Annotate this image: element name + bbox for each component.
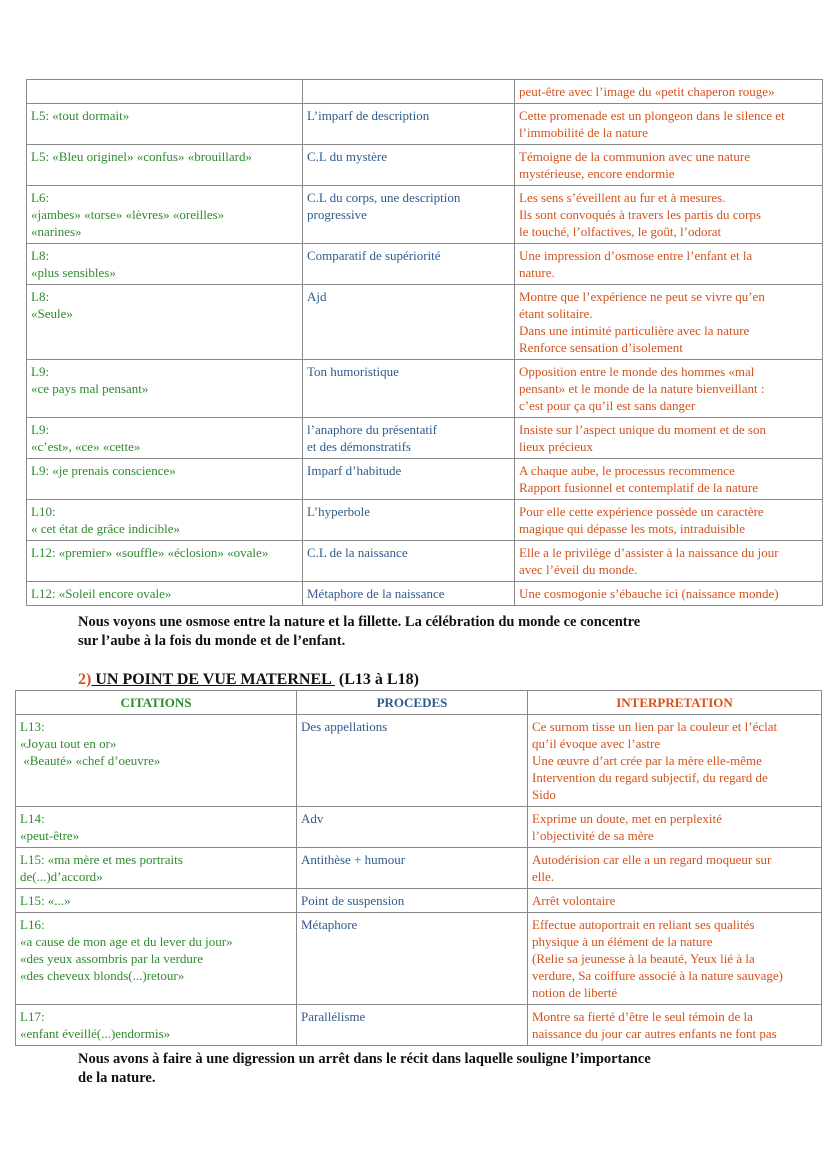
procede-line: Ajd <box>307 289 327 304</box>
analysis-table-1 <box>26 79 823 606</box>
citation-line: L9: <box>31 422 50 437</box>
interpretation-line: c’est pour ça qu’il est sans danger <box>519 398 696 413</box>
interpretation-line: qu’il évoque avec l’astre <box>532 736 661 751</box>
interpretation-cell <box>515 186 823 244</box>
citation-line: L9: <box>31 364 50 379</box>
header-citations: CITATIONS <box>16 691 297 715</box>
citation-line: L15: «...» <box>20 893 71 908</box>
interpretation-cell <box>515 104 823 145</box>
citation-cell <box>16 913 297 1005</box>
interpretation-line: nature. <box>519 265 555 280</box>
procede-cell <box>297 848 528 889</box>
citation-cell <box>27 145 303 186</box>
citation-line: «Joyau tout en or» <box>20 736 117 751</box>
interpretation-cell <box>515 360 823 418</box>
procede-line: Imparf d’habitude <box>307 463 402 478</box>
citation-cell <box>27 360 303 418</box>
interpretation-cell <box>515 582 823 606</box>
citation-cell <box>27 186 303 244</box>
interpretation-cell <box>528 889 822 913</box>
citation-line: «narines» <box>31 224 82 239</box>
interpretation-line: pensant» et le monde de la nature bienveillant : <box>519 381 765 396</box>
citation-line: L5: «tout dormait» <box>31 108 130 123</box>
procede-cell <box>297 1005 528 1046</box>
procede-cell <box>303 541 515 582</box>
section-2-heading <box>78 670 419 690</box>
interpretation-cell <box>515 500 823 541</box>
citation-cell <box>27 418 303 459</box>
paragraph-line: Nous avons à faire à une digression un arrêt dans le récit dans laquelle souligne l’importance <box>78 1051 651 1067</box>
procede-line: C.L du mystère <box>307 149 388 164</box>
procede-line: Adv <box>301 811 324 826</box>
citation-line: L10: <box>31 504 56 519</box>
citation-cell <box>16 848 297 889</box>
section-number: 2) <box>78 671 92 688</box>
interpretation-line: Rapport fusionnel et contemplatif de la nature <box>519 480 758 495</box>
citation-cell <box>27 500 303 541</box>
citation-cell <box>16 889 297 913</box>
interpretation-line: physique à un élément de la nature <box>532 934 713 949</box>
citation-line: L5: «Bleu originel» «confus» «brouillard» <box>31 149 252 164</box>
procede-cell <box>303 418 515 459</box>
table-row <box>27 541 823 582</box>
interpretation-line: Une cosmogonie s’ébauche ici (naissance monde) <box>519 586 779 601</box>
interpretation-cell <box>515 418 823 459</box>
procede-cell <box>303 459 515 500</box>
interpretation-line: naissance du jour car autres enfants ne font pas <box>532 1026 777 1041</box>
interpretation-line: Ce surnom tisse un lien par la couleur et l’éclat <box>532 719 778 734</box>
interpretation-line: Arrêt volontaire <box>532 893 616 908</box>
interpretation-line: Ils sont convoqués à travers les partis du corps <box>519 207 761 222</box>
table-row <box>16 889 822 913</box>
interpretation-line: l’objectivité de sa mère <box>532 828 654 843</box>
header-interpretation: INTERPRETATION <box>528 691 822 715</box>
citation-cell <box>27 104 303 145</box>
interpretation-line: Pour elle cette expérience possède un caractère <box>519 504 764 519</box>
interpretation-line: Intervention du regard subjectif, du regard de <box>532 770 768 785</box>
interpretation-line: Sido <box>532 787 556 802</box>
section-range: (L13 à L18) <box>334 671 419 688</box>
procede-cell <box>297 715 528 807</box>
table-row <box>27 500 823 541</box>
section-title: UN POINT DE VUE MATERNEL <box>91 671 335 688</box>
citation-cell <box>16 715 297 807</box>
paragraph-line: sur l’aube à la fois du monde et de l’enfant. <box>78 633 346 649</box>
citation-line: L9: «je prenais conscience» <box>31 463 176 478</box>
procede-cell <box>303 104 515 145</box>
analysis-table-2 <box>15 690 822 1046</box>
interpretation-line: Montre que l’expérience ne peut se vivre qu’en <box>519 289 765 304</box>
citation-line: L12: «premier» «souffle» «éclosion» «ovale» <box>31 545 269 560</box>
interpretation-cell <box>528 913 822 1005</box>
citation-line: «a cause de mon age et du lever du jour» <box>20 934 233 949</box>
citation-line: L13: <box>20 719 45 734</box>
citation-line: « cet état de grâce indicible» <box>31 521 181 536</box>
table-row <box>16 807 822 848</box>
table-row <box>27 186 823 244</box>
procede-line: C.L de la naissance <box>307 545 408 560</box>
interpretation-line: Cette promenade est un plongeon dans le silence et <box>519 108 785 123</box>
procede-line: L’hyperbole <box>307 504 371 519</box>
procede-line: Antithèse + humour <box>301 852 406 867</box>
interpretation-cell <box>515 285 823 360</box>
citation-cell <box>27 285 303 360</box>
interpretation-line: magique qui dépasse les mots, intraduisible <box>519 521 746 536</box>
citation-line: L15: «ma mère et mes portraits <box>20 852 183 867</box>
interpretation-line: étant solitaire. <box>519 306 593 321</box>
table-row <box>16 848 822 889</box>
interpretation-line: Insiste sur l’aspect unique du moment et de son <box>519 422 766 437</box>
interpretation-line: Montre sa fierté d’être le seul témoin de la <box>532 1009 753 1024</box>
table-row <box>27 244 823 285</box>
table-row <box>27 360 823 418</box>
table-row <box>16 1005 822 1046</box>
interpretation-cell <box>528 848 822 889</box>
interpretation-line: Les sens s’éveillent au fur et à mesures. <box>519 190 726 205</box>
interpretation-line: Opposition entre le monde des hommes «mal <box>519 364 755 379</box>
procede-line: Métaphore <box>301 917 358 932</box>
citation-line: L16: <box>20 917 45 932</box>
procede-line: progressive <box>307 207 367 222</box>
table-row <box>27 145 823 186</box>
citation-line: L17: <box>20 1009 45 1024</box>
interpretation-cell <box>515 244 823 285</box>
table-row <box>16 913 822 1005</box>
interpretation-line: mystérieuse, encore endormie <box>519 166 675 181</box>
citation-line: «enfant éveillé(...)endormis» <box>20 1026 171 1041</box>
procede-line: Point de suspension <box>301 893 405 908</box>
table-row <box>27 104 823 145</box>
interpretation-line: notion de liberté <box>532 985 618 1000</box>
citation-cell <box>27 244 303 285</box>
conclusion-paragraph-1 <box>78 613 798 651</box>
citation-line: «c’est», «ce» «cette» <box>31 439 141 454</box>
procede-cell <box>303 186 515 244</box>
interpretation-cell <box>515 541 823 582</box>
procede-line: Des appellations <box>301 719 388 734</box>
citation-line: L8: <box>31 248 50 263</box>
interpretation-line: A chaque aube, le processus recommence <box>519 463 735 478</box>
procede-line: Métaphore de la naissance <box>307 586 445 601</box>
procede-line: Ton humoristique <box>307 364 399 379</box>
header-procedes: PROCEDES <box>297 691 528 715</box>
procede-cell <box>303 80 515 104</box>
interpretation-line: lieux précieux <box>519 439 593 454</box>
citation-line: «peut-être» <box>20 828 80 843</box>
interpretation-line: Une œuvre d’art crée par la mère elle-même <box>532 753 762 768</box>
interpretation-line: Elle a le privilège d’assister à la naissance du jour <box>519 545 779 560</box>
procede-cell <box>303 500 515 541</box>
table-row <box>27 582 823 606</box>
interpretation-line: (Relie sa jeunesse à la beauté, Yeux lié à la <box>532 951 755 966</box>
procede-line: C.L du corps, une description <box>307 190 461 205</box>
citation-line: «Seule» <box>31 306 73 321</box>
table-row <box>27 418 823 459</box>
procede-line: L’imparf de description <box>307 108 430 123</box>
citation-cell <box>27 582 303 606</box>
citation-cell <box>27 80 303 104</box>
procede-line: et des démonstratifs <box>307 439 411 454</box>
procede-line: l’anaphore du présentatif <box>307 422 437 437</box>
interpretation-line: Une impression d’osmose entre l’enfant et la <box>519 248 753 263</box>
interpretation-cell <box>528 807 822 848</box>
interpretation-line: avec l’éveil du monde. <box>519 562 638 577</box>
citation-line: L8: <box>31 289 50 304</box>
citation-line: «des yeux assombris par la verdure <box>20 951 204 966</box>
interpretation-cell <box>515 80 823 104</box>
procede-cell <box>297 807 528 848</box>
paragraph-line: de la nature. <box>78 1070 156 1086</box>
interpretation-line: Exprime un doute, met en perplexité <box>532 811 722 826</box>
citation-line: L6: <box>31 190 50 205</box>
interpretation-line: Dans une intimité particulière avec la nature <box>519 323 750 338</box>
table-row <box>27 80 823 104</box>
table-row <box>16 715 822 807</box>
procede-cell <box>297 889 528 913</box>
procede-cell <box>303 360 515 418</box>
citation-line: «jambes» «torse» «lèvres» «oreilles» <box>31 207 225 222</box>
table-header-row <box>16 691 822 715</box>
citation-line: «Beauté» «chef d’oeuvre» <box>20 753 161 768</box>
procede-cell <box>303 285 515 360</box>
citation-line: «des cheveux blonds(...)retour» <box>20 968 185 983</box>
procede-cell <box>303 244 515 285</box>
conclusion-paragraph-2 <box>78 1050 798 1088</box>
citation-line: «plus sensibles» <box>31 265 116 280</box>
interpretation-line: elle. <box>532 869 555 884</box>
interpretation-line: Autodérision car elle a un regard moqueur sur <box>532 852 772 867</box>
interpretation-line: l’immobilité de la nature <box>519 125 648 140</box>
citation-cell <box>27 541 303 582</box>
procede-cell <box>297 913 528 1005</box>
citation-line: «ce pays mal pensant» <box>31 381 149 396</box>
interpretation-line: verdure, Sa coiffure associé à la nature sauvage) <box>532 968 783 983</box>
interpretation-cell <box>515 459 823 500</box>
procede-cell <box>303 582 515 606</box>
interpretation-line: Effectue autoportrait en reliant ses qualités <box>532 917 755 932</box>
citation-cell <box>16 807 297 848</box>
procede-line: Parallélisme <box>301 1009 366 1024</box>
interpretation-line: Renforce sensation d’isolement <box>519 340 683 355</box>
procede-cell <box>303 145 515 186</box>
citation-cell <box>27 459 303 500</box>
interpretation-cell <box>528 715 822 807</box>
interpretation-cell <box>528 1005 822 1046</box>
citation-line: L14: <box>20 811 45 826</box>
citation-cell <box>16 1005 297 1046</box>
citation-line: de(...)d’accord» <box>20 869 103 884</box>
interpretation-cell <box>515 145 823 186</box>
procede-line: Comparatif de supériorité <box>307 248 441 263</box>
paragraph-line: Nous voyons une osmose entre la nature et la fillette. La célébration du monde ce concentre <box>78 614 641 630</box>
citation-line: L12: «Soleil encore ovale» <box>31 586 172 601</box>
table-row <box>27 285 823 360</box>
interpretation-line: Témoigne de la communion avec une nature <box>519 149 751 164</box>
table-row <box>27 459 823 500</box>
interpretation-line: le touché, l’olfactives, le goût, l’odorat <box>519 224 722 239</box>
interpretation-line: peut-être avec l’image du «petit chaperon rouge» <box>519 84 775 99</box>
